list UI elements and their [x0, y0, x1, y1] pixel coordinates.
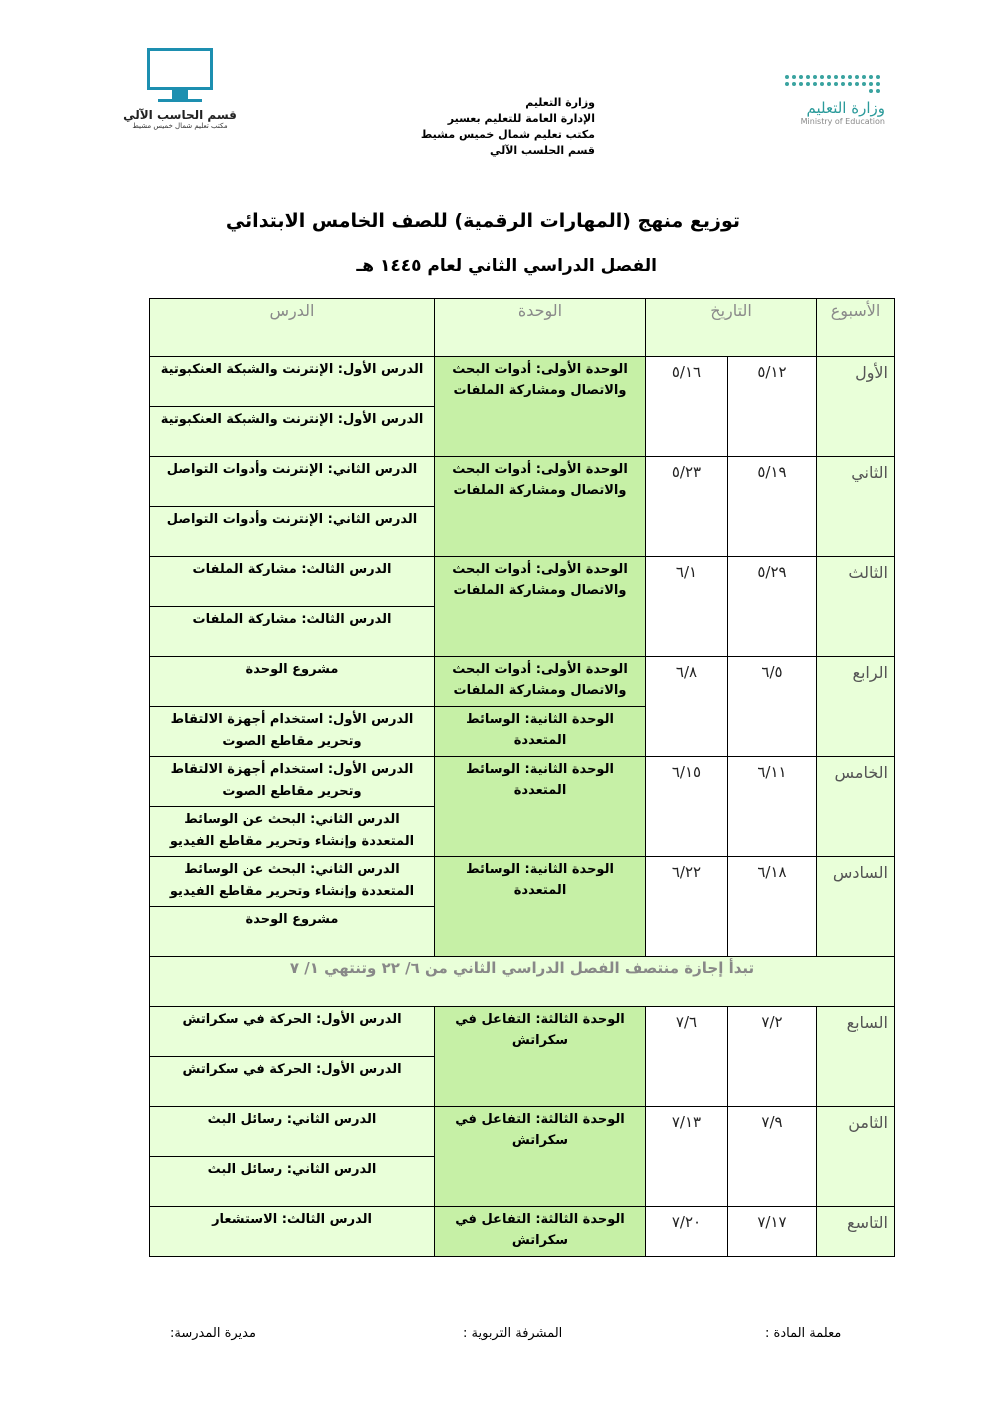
footer-principal: مديرة المدرسة: — [170, 1326, 256, 1341]
header-date: التاريخ — [646, 299, 817, 357]
lesson-cell: الدرس الثاني: الإنترنت وأدوات التواصل — [150, 507, 435, 557]
lesson-cell: الدرس الثاني: البحث عن الوسائط المتعددة وإنشاء وتحرير مقاطع الفيديو — [150, 857, 435, 907]
lesson-cell: الدرس الثالث: الاستشعار — [150, 1207, 435, 1257]
ministry-logo — [780, 75, 885, 145]
date-from: ٦/٥ — [728, 657, 817, 757]
week-cell: الرابع — [817, 657, 895, 757]
week-cell: الخامس — [817, 757, 895, 857]
footer-supervisor: المشرفة التربوية : — [463, 1326, 563, 1341]
lesson-cell: الدرس الثالث: مشاركة الملفات — [150, 607, 435, 657]
date-from: ٧/١٧ — [728, 1207, 817, 1257]
computer-dept-logo — [120, 48, 240, 140]
date-from: ٦/١٨ — [728, 857, 817, 957]
unit-cell: الوحدة الثالثة: التفاعل في سكراتش — [435, 1107, 646, 1207]
table-row — [150, 1207, 895, 1257]
break-notice: تبدأ إجازة منتصف الفصل الدراسي الثاني من ٦/ ٢٢ وتنتهي ١/ ٧ — [150, 957, 895, 1007]
date-to: ٥/٢٣ — [646, 457, 728, 557]
header-block — [380, 95, 595, 159]
footer-teacher: معلمة المادة : — [765, 1326, 842, 1341]
unit-cell: الوحدة الثالثة: التفاعل في سكراتش — [435, 1207, 646, 1257]
lesson-cell: الدرس الثاني: الإنترنت وأدوات التواصل — [150, 457, 435, 507]
table-row — [150, 857, 895, 907]
logo-left-sub: مكتب تعليم شمال خميس مشيط — [132, 122, 228, 130]
date-from: ٥/١٩ — [728, 457, 817, 557]
lesson-cell: الدرس الأول: الإنترنت والشبكة العنكبوتية — [150, 407, 435, 457]
lesson-cell: الدرس الثاني: رسائل البث — [150, 1107, 435, 1157]
date-to: ٦/٨ — [646, 657, 728, 757]
lesson-cell: الدرس الثاني: رسائل البث — [150, 1157, 435, 1207]
week-cell: التاسع — [817, 1207, 895, 1257]
header-week: الأسبوع — [817, 299, 895, 357]
page-subtitle: الفصل الدراسي الثاني لعام ١٤٤٥ هـ — [356, 256, 657, 276]
unit-cell: الوحدة الثانية: الوسائط المتعددة — [435, 757, 646, 857]
unit-cell: الوحدة الأولى: أدوات البحث والاتصال ومشاركة الملفات — [435, 357, 646, 457]
office-line: مكتب تعليم شمال خميس مشيط — [420, 128, 595, 141]
table-row — [150, 757, 895, 807]
date-to: ٦/٢٢ — [646, 857, 728, 957]
week-cell: الثامن — [817, 1107, 895, 1207]
unit-cell: الوحدة الثانية: الوسائط المتعددة — [435, 857, 646, 957]
logo-right-en: Ministry of Education — [800, 117, 885, 126]
date-to: ٦/١ — [646, 557, 728, 657]
logo-left-name: قسم الحاسب الآلي — [123, 108, 237, 122]
unit-cell: الوحدة الثالثة: التفاعل في سكراتش — [435, 1007, 646, 1107]
date-from: ٦/١١ — [728, 757, 817, 857]
table-row — [150, 1107, 895, 1157]
week-cell: السادس — [817, 857, 895, 957]
date-to: ٥/١٦ — [646, 357, 728, 457]
lesson-cell: الدرس الثاني: البحث عن الوسائط المتعددة وإنشاء وتحرير مقاطع الفيديو — [150, 807, 435, 857]
header-unit: الوحدة — [435, 299, 646, 357]
week-cell: الثاني — [817, 457, 895, 557]
curriculum-table — [149, 298, 895, 1257]
admin-line: الإدارة العامة للتعليم بعسير — [447, 112, 595, 125]
lesson-cell: مشروع الوحدة — [150, 657, 435, 707]
date-to: ٧/٦ — [646, 1007, 728, 1107]
ministry-line: وزارة التعليم — [525, 96, 595, 109]
logo-dots-icon — [780, 75, 880, 93]
unit-cell: الوحدة الثانية: الوسائط المتعددة — [435, 707, 646, 757]
header-lesson: الدرس — [150, 299, 435, 357]
week-cell: الثالث — [817, 557, 895, 657]
lesson-cell: الدرس الأول: الإنترنت والشبكة العنكبوتية — [150, 357, 435, 407]
date-to: ٧/٢٠ — [646, 1207, 728, 1257]
table-row — [150, 357, 895, 407]
week-cell: الأول — [817, 357, 895, 457]
date-from: ٥/١٢ — [728, 357, 817, 457]
lesson-cell: الدرس الثالث: مشاركة الملفات — [150, 557, 435, 607]
date-from: ٧/٩ — [728, 1107, 817, 1207]
date-to: ٦/١٥ — [646, 757, 728, 857]
table-row — [150, 457, 895, 507]
date-to: ٧/١٣ — [646, 1107, 728, 1207]
table-row — [150, 557, 895, 607]
lesson-cell: الدرس الأول: الحركة في سكراتش — [150, 1057, 435, 1107]
unit-cell: الوحدة الأولى: أدوات البحث والاتصال ومشاركة الملفات — [435, 557, 646, 657]
date-from: ٥/٢٩ — [728, 557, 817, 657]
break-row — [150, 957, 895, 1007]
lesson-cell: الدرس الأول: استخدام أجهزة الالتقاط وتحرير مقاطع الصوت — [150, 707, 435, 757]
week-cell: السابع — [817, 1007, 895, 1107]
unit-cell: الوحدة الأولى: أدوات البحث والاتصال ومشاركة الملفات — [435, 657, 646, 707]
lesson-cell: مشروع الوحدة — [150, 907, 435, 957]
dept-line: قسم الحلسب الآلي — [489, 144, 595, 157]
table-row — [150, 657, 895, 707]
page-title: توزيع منهج (المهارات الرقمية) للصف الخامس الابتدائي — [225, 210, 740, 232]
lesson-cell: الدرس الأول: الحركة في سكراتش — [150, 1007, 435, 1057]
header-row — [150, 299, 895, 357]
table-row — [150, 1007, 895, 1057]
logo-right-name: وزارة التعليم — [806, 99, 885, 117]
lesson-cell: الدرس الأول: استخدام أجهزة الالتقاط وتحرير مقاطع الصوت — [150, 757, 435, 807]
monitor-icon — [147, 48, 213, 90]
date-from: ٧/٢ — [728, 1007, 817, 1107]
unit-cell: الوحدة الأولى: أدوات البحث والاتصال ومشاركة الملفات — [435, 457, 646, 557]
